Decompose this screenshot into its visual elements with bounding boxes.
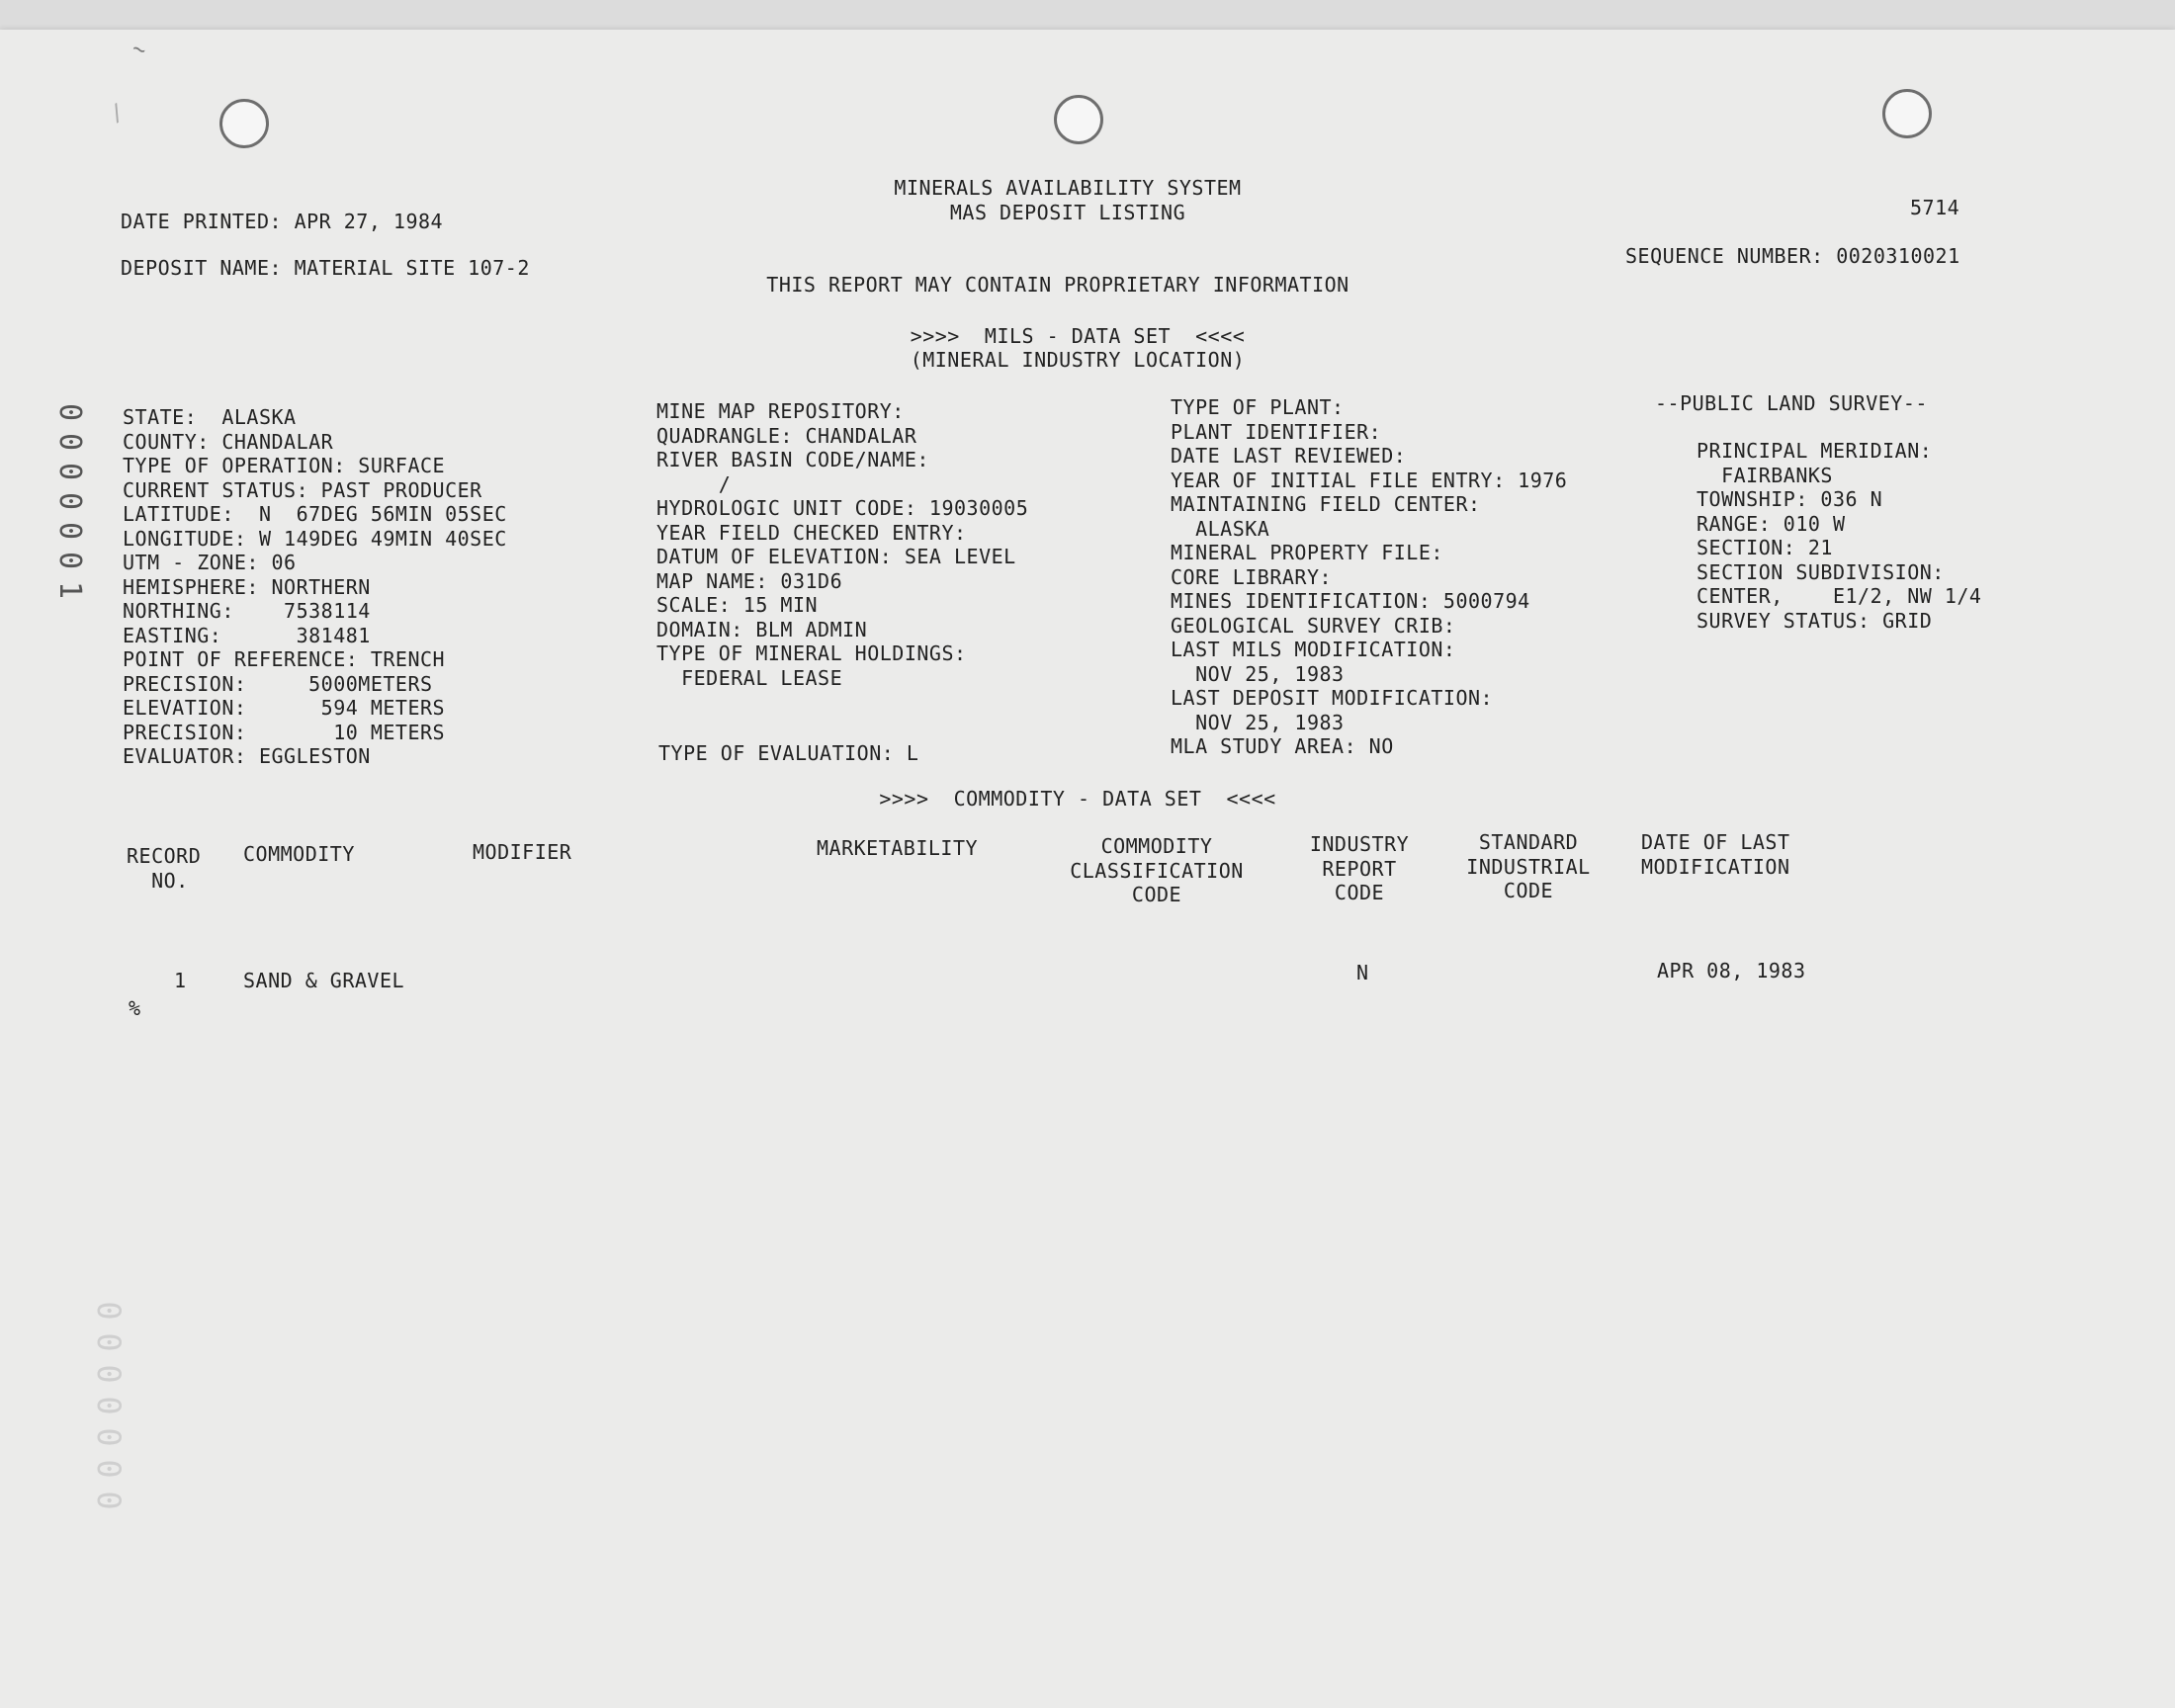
col4-line: TOWNSHIP: 036 N <box>1696 487 1883 511</box>
col1-line: CURRENT STATUS: PAST PRODUCER <box>123 478 482 502</box>
col3-line: NOV 25, 1983 <box>1171 711 1345 734</box>
col2-line: YEAR FIELD CHECKED ENTRY: <box>656 521 967 545</box>
pencil-mark: ~ <box>129 36 150 64</box>
sequence-number: SEQUENCE NUMBER: 0020310021 <box>1625 244 1960 268</box>
punch-hole-left <box>219 99 269 148</box>
col2-line: HYDROLOGIC UNIT CODE: 19030005 <box>656 496 1029 520</box>
col4-line: CENTER, E1/2, NW 1/4 <box>1696 584 1982 608</box>
col4-line: SECTION: 21 <box>1696 536 1833 559</box>
col1-line: PRECISION: 10 METERS <box>123 721 446 744</box>
col-header-commodity: COMMODITY <box>243 842 355 866</box>
public-land-survey-heading: --PUBLIC LAND SURVEY-- <box>1655 391 1928 415</box>
col4-line: PRINCIPAL MERIDIAN: <box>1696 439 1933 463</box>
col3-line: LAST DEPOSIT MODIFICATION: <box>1171 686 1494 710</box>
row-commodity: SAND & GRAVEL <box>243 969 405 992</box>
commodity-heading: >>>> COMMODITY - DATA SET <<<< <box>879 787 1276 811</box>
col4-line: RANGE: 010 W <box>1696 512 1846 536</box>
punch-hole-right <box>1882 89 1932 138</box>
col1-line: TYPE OF OPERATION: SURFACE <box>123 454 446 477</box>
col-header-record-no: RECORD NO. <box>127 844 202 893</box>
mils-heading: >>>> MILS - DATA SET <<<< <box>910 324 1246 348</box>
col2-line: DATUM OF ELEVATION: SEA LEVEL <box>656 545 1016 568</box>
col4-line: SURVEY STATUS: GRID <box>1696 609 1933 633</box>
col-header-standard: STANDARD INDUSTRIAL CODE <box>1466 830 1591 902</box>
col3-line: PLANT IDENTIFIER: <box>1171 420 1382 444</box>
col1-line: LATITUDE: N 67DEG 56MIN 05SEC <box>123 502 507 526</box>
col1-line: NORTHING: 7538114 <box>123 599 371 623</box>
col2-line: MAP NAME: 031D6 <box>656 569 843 593</box>
col2-line: FEDERAL LEASE <box>656 666 843 690</box>
col2-line: TYPE OF MINERAL HOLDINGS: <box>656 641 967 665</box>
col2-line: RIVER BASIN CODE/NAME: <box>656 448 929 471</box>
col3-line: ALASKA <box>1171 517 1270 541</box>
col2-line: / <box>656 472 732 496</box>
row-industry-code: N <box>1356 961 1369 984</box>
proprietary-notice: THIS REPORT MAY CONTAIN PROPRIETARY INFORMATION <box>766 273 1349 297</box>
record-trailer: % <box>129 996 141 1020</box>
col1-line: ELEVATION: 594 METERS <box>123 696 446 720</box>
col1-line: EVALUATOR: EGGLESTON <box>123 744 371 768</box>
col4-line: SECTION SUBDIVISION: <box>1696 560 1945 584</box>
col3-line: MLA STUDY AREA: NO <box>1171 734 1394 758</box>
page-number: 5714 <box>1910 196 1960 219</box>
col-header-classification: COMMODITY CLASSIFICATION CODE <box>1070 834 1244 906</box>
col3-line: MAINTAINING FIELD CENTER: <box>1171 492 1481 516</box>
col1-line: POINT OF REFERENCE: TRENCH <box>123 647 446 671</box>
col3-line: MINES IDENTIFICATION: 5000794 <box>1171 589 1530 613</box>
col3-line: LAST MILS MODIFICATION: <box>1171 638 1456 661</box>
col3-line: CORE LIBRARY: <box>1171 565 1333 589</box>
row-record-no: 1 <box>174 969 187 992</box>
col1-line: UTM - ZONE: 06 <box>123 551 297 574</box>
col3-line: GEOLOGICAL SURVEY CRIB: <box>1171 614 1456 638</box>
col3-line: MINERAL PROPERTY FILE: <box>1171 541 1443 564</box>
mils-subheading: (MINERAL INDUSTRY LOCATION) <box>910 348 1246 372</box>
col1-line: EASTING: 381481 <box>123 624 371 647</box>
col-header-date-last: DATE OF LAST MODIFICATION <box>1641 830 1790 879</box>
deposit-name: DEPOSIT NAME: MATERIAL SITE 107-2 <box>121 256 530 280</box>
side-stamp-number: 0 0 0 0 0 0 1 <box>52 402 87 600</box>
side-stamp-faint: 0 0 0 0 0 0 0 <box>90 1301 128 1510</box>
col3-line: NOV 25, 1983 <box>1171 662 1345 686</box>
col1-line: LONGITUDE: W 149DEG 49MIN 40SEC <box>123 527 507 551</box>
system-title: MINERALS AVAILABILITY SYSTEM <box>894 176 1242 200</box>
col2-line: MINE MAP REPOSITORY: <box>656 399 905 423</box>
col-header-marketability: MARKETABILITY <box>817 836 979 860</box>
col1-line: PRECISION: 5000METERS <box>123 672 433 696</box>
col3-line: YEAR OF INITIAL FILE ENTRY: 1976 <box>1171 469 1568 492</box>
row-date-last: APR 08, 1983 <box>1657 959 1806 982</box>
document-page <box>0 30 2175 1708</box>
col1-line: HEMISPHERE: NORTHERN <box>123 575 371 599</box>
punch-hole-center <box>1054 95 1103 144</box>
col-header-modifier: MODIFIER <box>473 840 572 864</box>
col2-line: QUADRANGLE: CHANDALAR <box>656 424 917 448</box>
type-of-evaluation: TYPE OF EVALUATION: L <box>658 741 919 765</box>
col4-line: FAIRBANKS <box>1696 464 1833 487</box>
col2-line: DOMAIN: BLM ADMIN <box>656 618 868 641</box>
col3-line: TYPE OF PLANT: <box>1171 395 1345 419</box>
col1-line: COUNTY: CHANDALAR <box>123 430 334 454</box>
col2-line: SCALE: 15 MIN <box>656 593 819 617</box>
date-printed: DATE PRINTED: APR 27, 1984 <box>121 210 444 233</box>
col3-line: DATE LAST REVIEWED: <box>1171 444 1407 468</box>
listing-title: MAS DEPOSIT LISTING <box>949 201 1186 224</box>
col1-line: STATE: ALASKA <box>123 405 297 429</box>
col-header-industry: INDUSTRY REPORT CODE <box>1309 832 1410 904</box>
pencil-mark-2: / <box>105 99 130 128</box>
